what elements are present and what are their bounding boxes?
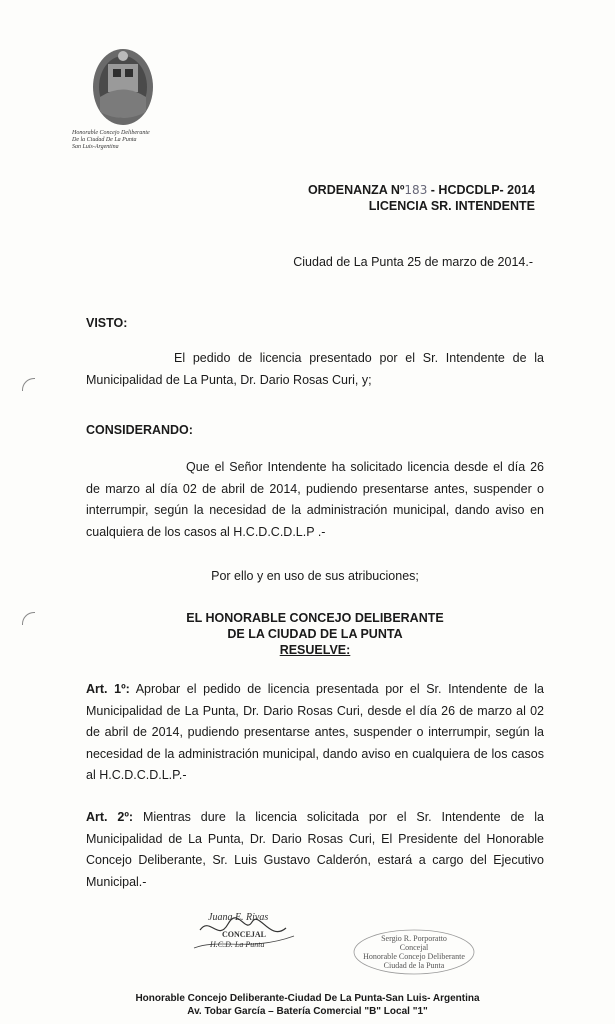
stamp-role: Concejal: [399, 943, 429, 952]
logo-caption: [72, 130, 172, 151]
article-text: Mientras dure la licencia solicitada por el Sr. Intendente de la Municipalidad de La Punta, Dr. Dario Rosas Curi, El Presidente del Honorable Concejo Deliberante, Sr. Luis Gustavo Calderón, estará a cargo del Ejecutivo Municipal.-: [86, 810, 544, 889]
considerando-text: Que el Señor Intendente ha solicitado licencia desde el día 26 de marzo al día 02 de abril de 2014, pudiendo presentarse antes, suspender o interrumpir, según la necesidad de la administración municipal, dando aviso en cualquiera de los casos al H.C.D.C.D.L.P .-: [86, 460, 544, 539]
ordinance-title: [308, 182, 535, 198]
logo-caption-line: San Luis-Argentina: [72, 144, 119, 150]
date-line: Ciudad de La Punta 25 de marzo de 2014.-: [293, 255, 533, 269]
article-label: Art. 1º:: [86, 682, 130, 696]
resolution-heading: [86, 610, 544, 658]
ordinance-prefix: ORDENANZA Nº: [307, 183, 405, 197]
resolves-label: RESUELVE:: [279, 643, 351, 657]
considerando-heading: CONSIDERANDO:: [86, 423, 193, 437]
footer-line: Honorable Concejo Deliberante-Ciudad De La Punta-San Luis- Argentina: [135, 993, 480, 1004]
article-label: Art. 2º:: [86, 810, 134, 824]
article-text: Aprobar el pedido de licencia presentada por el Sr. Intendente de la Municipalidad de La Punta, Dr. Dario Rosas Curi, desde el día 26 de marzo al 02 de abril de 2014, pudiendo presentarse antes, suspender o interrumpir, según la necesidad de la administración municipal, dando aviso en cualquiera de los casos al H.C.D.C.D.L.P.-: [86, 682, 544, 782]
article-1: [86, 679, 544, 787]
footer-line: Av. Tobar García – Batería Comercial "B" Local "1": [187, 1006, 428, 1017]
visto-heading: VISTO:: [86, 316, 128, 330]
article-2: [86, 807, 544, 893]
left-signature-name: Juana E. Rivas: [208, 912, 269, 923]
ordinance-suffix: - HCDCDLP- 2014: [427, 183, 535, 197]
visto-text: El pedido de licencia presentado por el Sr. Intendente de la Municipalidad de La Punta, Dr. Dario Rosas Curi, y;: [86, 351, 544, 387]
logo-caption-line: De la Ciudad De La Punta: [72, 137, 137, 143]
resolution-line: EL HONORABLE CONCEJO DELIBERANTE: [186, 611, 444, 625]
considerando-closing: Por ello y en uso de sus atribuciones;: [211, 569, 419, 583]
footer: [0, 992, 615, 1018]
resolution-line: DE LA CIUDAD DE LA PUNTA: [227, 627, 403, 641]
margin-mark: [22, 378, 35, 391]
left-signature-org: H.C.D. La Punta: [210, 940, 265, 949]
margin-mark: [22, 612, 35, 625]
ordinance-header: [308, 182, 535, 214]
left-signature: [190, 912, 300, 963]
logo-caption-line: Honorable Concejo Deliberante: [72, 130, 150, 136]
right-signature-stamp: [352, 928, 476, 970]
stamp-city: Ciudad de la Punta: [383, 961, 445, 970]
left-signature-role: CONCEJAL: [222, 930, 267, 939]
ordinance-number: 183: [404, 183, 428, 197]
stamp-name: Sergio R. Porporatto: [381, 934, 447, 943]
ordinance-subject: LICENCIA SR. INTENDENTE: [368, 199, 535, 213]
stamp-text: [352, 928, 476, 970]
stamp-org: Honorable Concejo Deliberante: [363, 952, 465, 961]
